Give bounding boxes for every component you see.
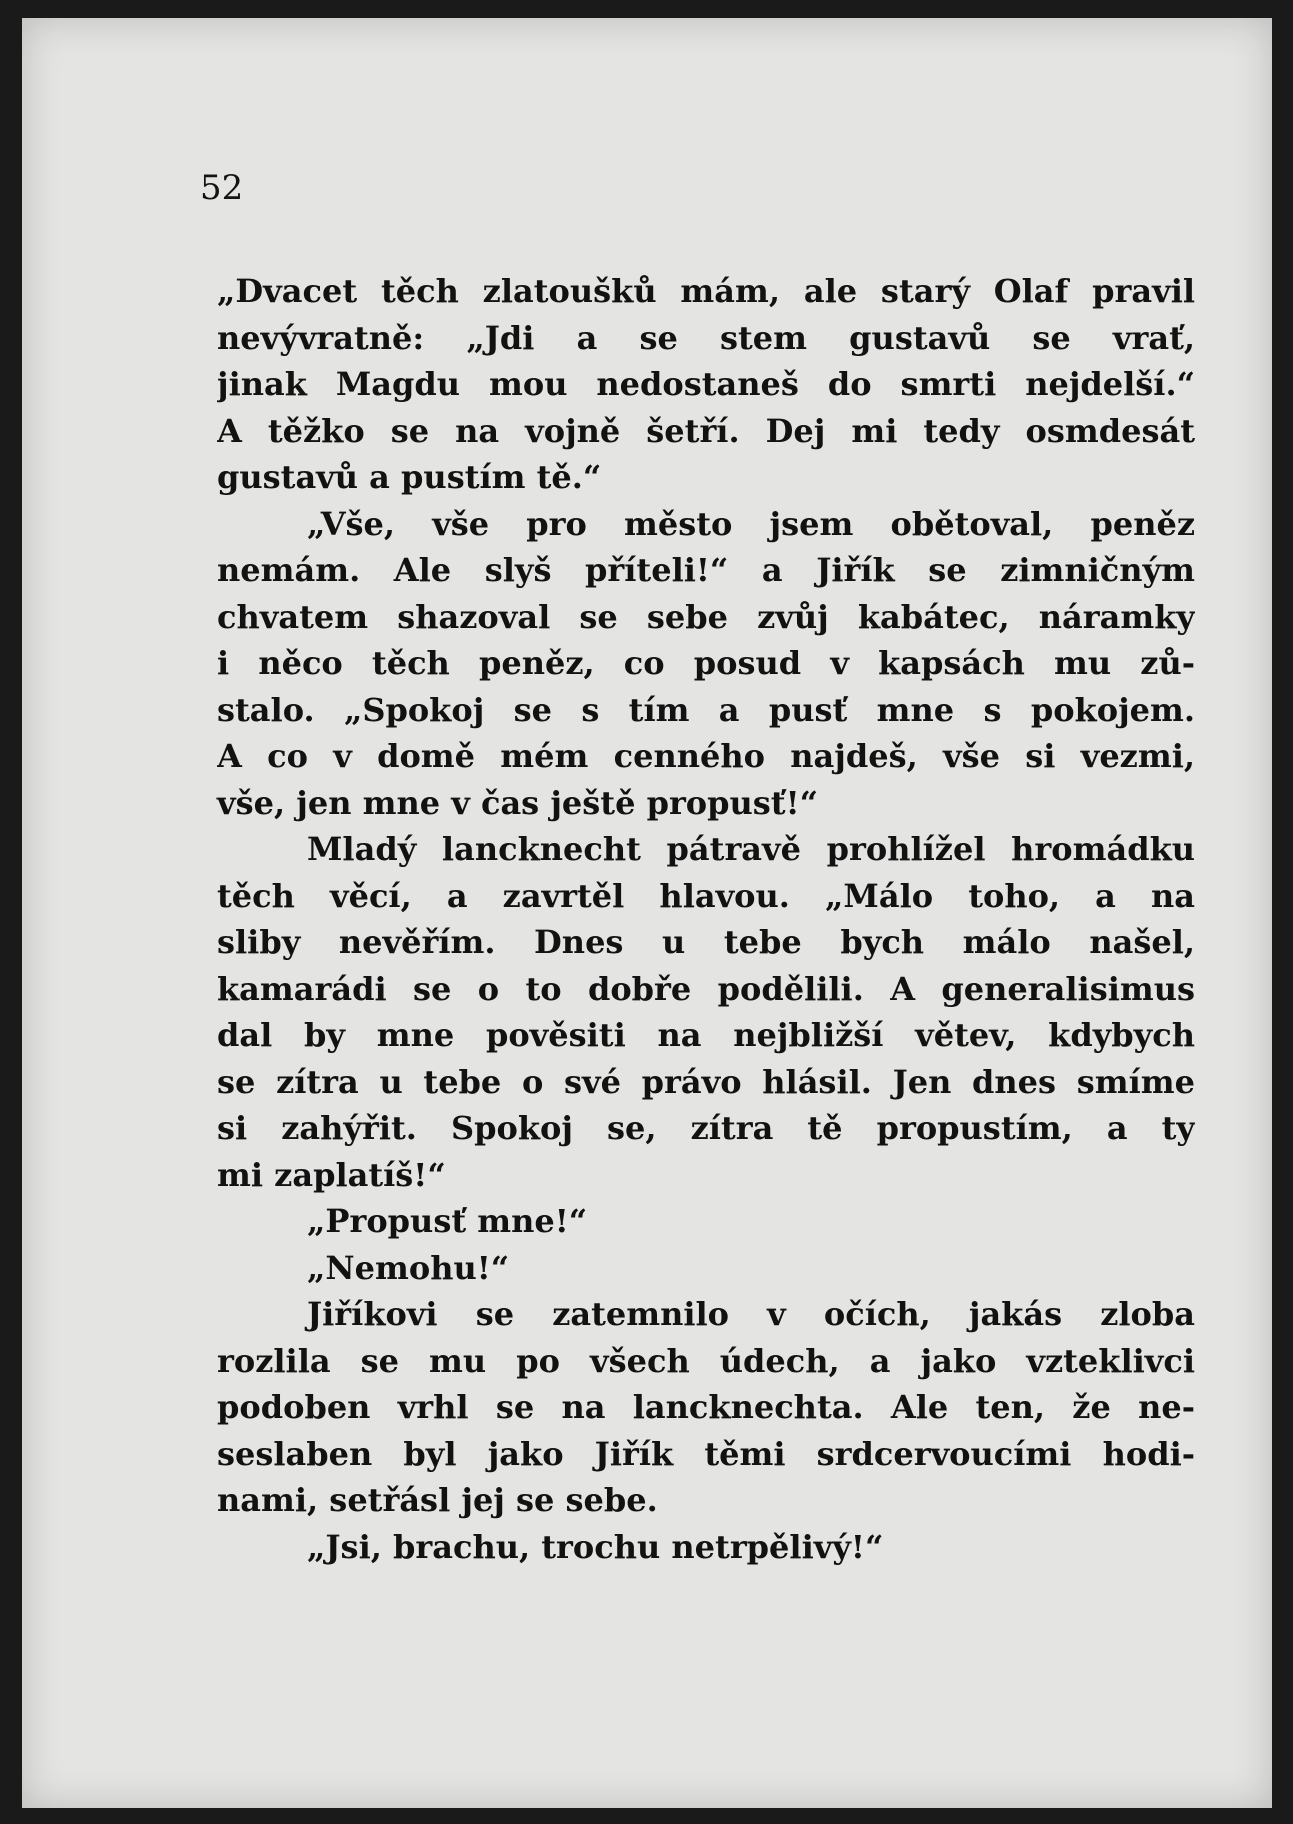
text-line: si zahýřit. Spokoj se, zítra tě propustím, a ty [217, 1109, 1195, 1147]
text-line: dal by mne pověsiti na nejbližší větev, kdybych [217, 1016, 1195, 1054]
text-line: jinak Magdu mou nedostaneš do smrti nejdelší.“ [217, 365, 1195, 403]
text-line: kamarádi se o to dobře podělili. A generalisimus [217, 969, 1195, 1008]
text-line: Jiříkovi se zatemnilo v očích, jakás zloba [307, 1295, 1195, 1333]
text-line: nevývratně: „Jdi a se stem gustavů se vrať, [217, 318, 1195, 357]
text-line: „Jsi, brachu, trochu netrpělivý!“ [307, 1527, 884, 1566]
text-line: podoben vrhl se na lancknechta. Ale ten, že ne- [217, 1388, 1195, 1426]
text-line: se zítra u tebe o své právo hlásil. Jen dnes smíme [217, 1062, 1195, 1101]
text-line: seslaben byl jako Jiřík těmi srdcervoucími hodi- [217, 1434, 1195, 1473]
page-number: 52 [200, 168, 244, 208]
text-line: nami, setřásl jej se sebe. [217, 1481, 658, 1519]
text-line: těch věcí, a zavrtěl hlavou. „Málo toho, a na [217, 876, 1195, 915]
text-line: A co v domě mém cenného najdeš, vše si vezmi, [217, 737, 1195, 775]
text-line: stalo. „Spokoj se s tím a pusť mne s pokojem. [217, 690, 1195, 729]
body-text [217, 268, 1195, 1570]
text-line: „Dvacet těch zlatoušků mám, ale starý Olaf pravil [217, 272, 1195, 310]
text-line: Mladý lancknecht pátravě prohlížel hromádku [307, 830, 1195, 868]
text-line: chvatem shazoval se sebe zvůj kabátec, náramky [217, 597, 1195, 636]
book-page [22, 18, 1272, 1808]
text-line: nemám. Ale slyš příteli!“ a Jiřík se zimničným [217, 551, 1195, 589]
text-line: „Propusť mne!“ [307, 1202, 588, 1240]
text-line: vše, jen mne v čas ještě propusť!“ [217, 783, 819, 822]
text-line: gustavů a pustím tě.“ [217, 458, 602, 496]
text-line: „Vše, vše pro město jsem obětoval, peněz [307, 504, 1195, 543]
text-line: A těžko se na vojně šetří. Dej mi tedy osmdesát [217, 411, 1195, 450]
text-line: rozlila se mu po všech údech, a jako vzteklivci [217, 1341, 1195, 1380]
text-line: „Nemohu!“ [307, 1248, 510, 1287]
text-line: i něco těch peněz, co posud v kapsách mu zů- [217, 644, 1195, 682]
text-line: sliby nevěřím. Dnes u tebe bych málo našel, [217, 923, 1195, 961]
text-line: mi zaplatíš!“ [217, 1155, 446, 1194]
